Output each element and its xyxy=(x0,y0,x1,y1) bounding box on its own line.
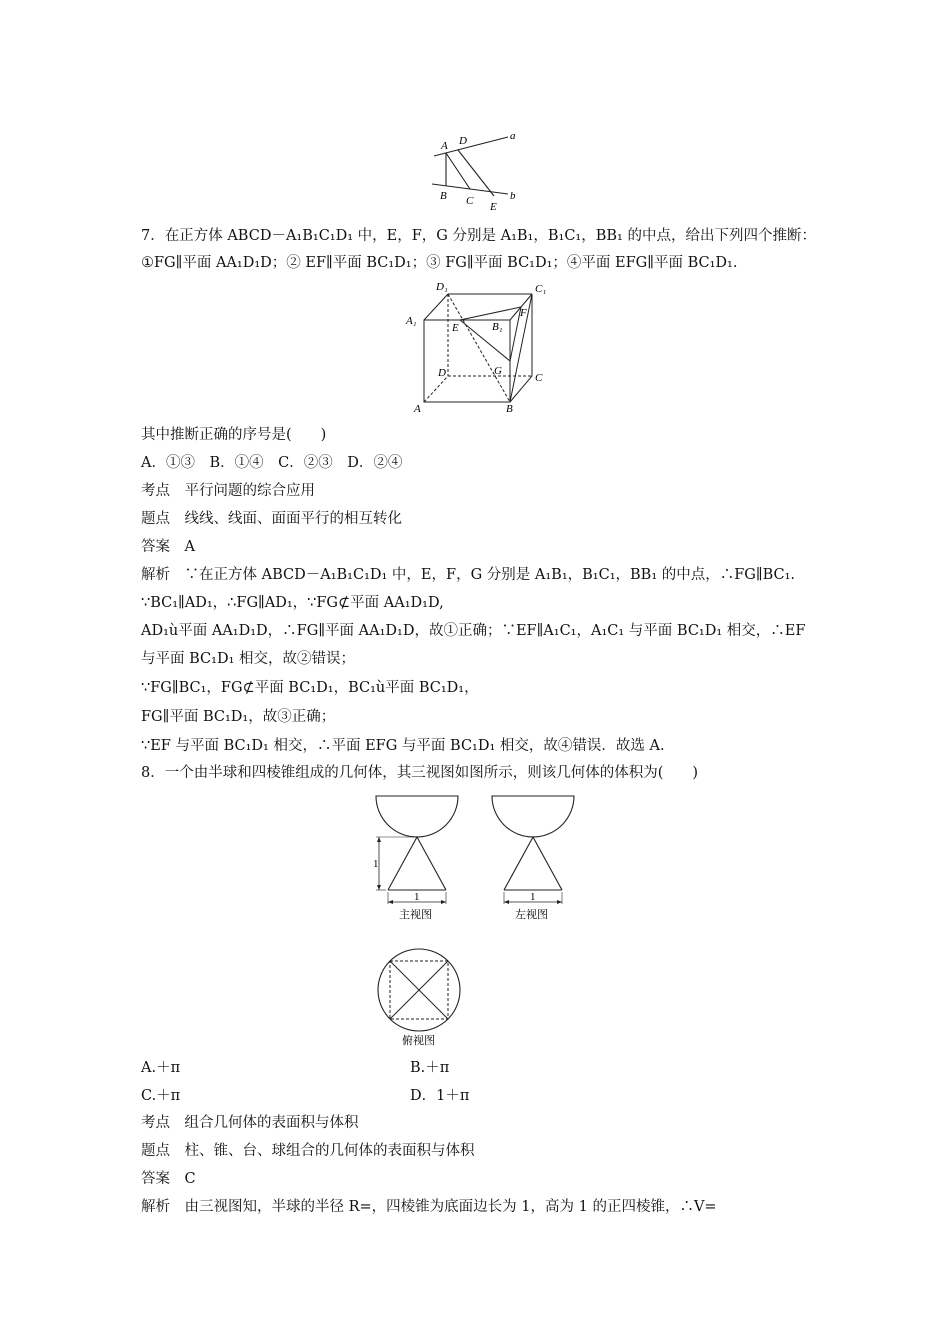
q8-option-c: C.＋π xyxy=(141,1088,181,1104)
cube-label-E: E xyxy=(452,322,459,334)
q7-options: A．①③ B．①④ C．②③ D．②④ xyxy=(141,455,403,471)
side-view-width-label: 1 xyxy=(530,891,536,903)
q7-prompt: 其中推断正确的序号是( ) xyxy=(141,427,327,443)
q7-answer: 答案 A xyxy=(141,539,195,555)
label-C: C xyxy=(466,195,474,207)
parallel-lines-figure xyxy=(420,128,530,214)
cube-label-B: B xyxy=(506,403,513,415)
front-view-height-label: 1 xyxy=(373,858,379,870)
q7-analysis-line-1: 解析 ∵在正方体 ABCD－A₁B₁C₁D₁ 中，E，F，G 分别是 A₁B₁，B₁C₁，BB₁ 的中点，∴FG∥BC₁. xyxy=(141,567,796,583)
cube-label-C: C xyxy=(535,372,543,384)
label-b: b xyxy=(510,190,516,202)
side-view-figure xyxy=(484,794,584,924)
q7-items: ①FG∥平面 AA₁D₁D；② EF∥平面 BC₁D₁；③ FG∥平面 BC₁D₁；④平面 EFG∥平面 BC₁D₁. xyxy=(141,255,738,271)
q8-option-d: D．1＋π xyxy=(410,1088,470,1104)
q8-option-a: A.＋π xyxy=(141,1060,181,1076)
q7-analysis-line-6: FG∥平面 BC₁D₁，故③正确； xyxy=(141,709,336,725)
cube-label-D1: D₁ xyxy=(436,281,448,293)
q7-analysis-line-2: ∵BC₁∥AD₁，∴FG∥AD₁，∵FG⊄平面 AA₁D₁D, xyxy=(141,595,444,611)
cube-label-A1: A₁ xyxy=(406,315,417,327)
q7-stem: 7．在正方体 ABCD－A₁B₁C₁D₁ 中，E，F，G 分别是 A₁B₁，B₁C₁，BB₁ 的中点，给出下列四个推断： xyxy=(141,228,816,244)
cube-label-C1: C₁ xyxy=(535,283,547,295)
front-view-figure xyxy=(368,794,468,924)
side-view-caption: 左视图 xyxy=(515,909,548,921)
label-B: B xyxy=(440,190,447,202)
cube-label-D: D xyxy=(438,367,446,379)
cube-label-A: A xyxy=(414,403,421,415)
q7-analysis-line-7: ∵EF 与平面 BC₁D₁ 相交，∴平面 EFG 与平面 BC₁D₁ 相交，故④错误．故选 A. xyxy=(141,738,665,754)
cube-label-F: F xyxy=(520,307,527,319)
label-a: a xyxy=(510,130,516,142)
label-A: A xyxy=(441,140,448,152)
front-view-caption: 主视图 xyxy=(399,909,432,921)
q7-analysis-line-4: 与平面 BC₁D₁ 相交，故②错误； xyxy=(141,651,355,667)
q8-stem: 8．一个由半球和四棱锥组成的几何体，其三视图如图所示，则该几何体的体积为( ) xyxy=(141,765,699,781)
top-view-caption: 俯视图 xyxy=(402,1035,435,1047)
label-D: D xyxy=(459,135,467,147)
q7-tidian: 题点 线线、线面、面面平行的相互转化 xyxy=(141,511,402,527)
q7-analysis-line-5: ∵FG∥BC₁，FG⊄平面 BC₁D₁，BC₁ù平面 BC₁D₁， xyxy=(141,680,479,696)
label-E: E xyxy=(490,201,497,213)
q8-kaodian: 考点 组合几何体的表面积与体积 xyxy=(141,1115,359,1131)
q8-answer: 答案 C xyxy=(141,1171,196,1187)
cube-figure xyxy=(400,280,560,418)
front-view-width-label: 1 xyxy=(414,891,420,903)
q8-option-b: B.＋π xyxy=(410,1060,450,1076)
top-view-figure xyxy=(370,948,470,1048)
q7-analysis-line-3: AD₁ù平面 AA₁D₁D，∴FG∥平面 AA₁D₁D，故①正确；∵EF∥A₁C₁，A₁C₁ 与平面 BC₁D₁ 相交，∴EF xyxy=(141,623,806,639)
cube-label-G: G xyxy=(494,365,502,377)
q8-tidian: 题点 柱、锥、台、球组合的几何体的表面积与体积 xyxy=(141,1143,475,1159)
q7-kaodian: 考点 平行问题的综合应用 xyxy=(141,483,315,499)
q8-analysis: 解析 由三视图知，半球的半径 R=，四棱锥为底面边长为 1，高为 1 的正四棱锥，∴V= xyxy=(141,1199,717,1215)
cube-label-B1: B₁ xyxy=(492,321,503,333)
